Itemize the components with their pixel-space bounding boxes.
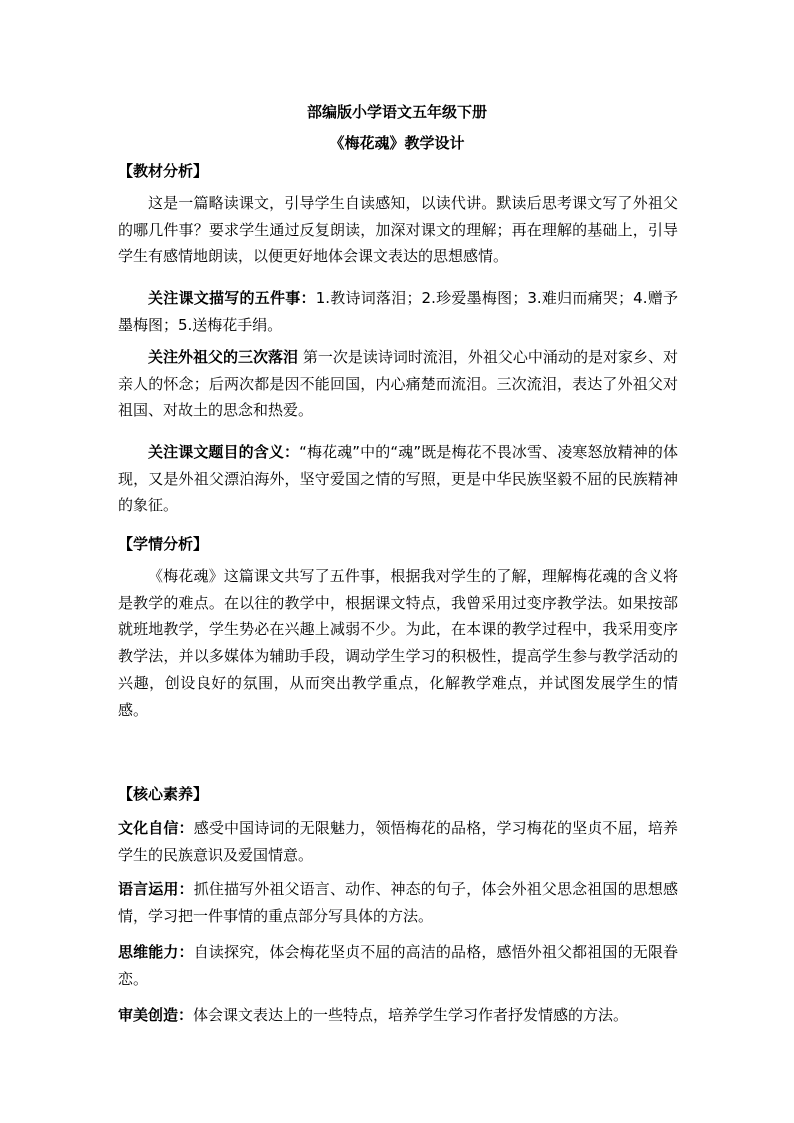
document-title: 部编版小学语文五年级下册	[306, 103, 487, 121]
core-item-label: 语言运用：	[118, 880, 194, 898]
heading-student-analysis: 【学情分析】	[118, 535, 209, 553]
heading-core-literacy: 【核心素养】	[118, 785, 209, 803]
core-item-label: 思维能力：	[118, 943, 194, 961]
core-item-text: 体会课文表达上的一些特点，培养学生学习作者抒发情感的方法。	[193, 1006, 629, 1024]
point-text: “梅花魂”中的“魂”既是梅花不畏冰雪、凌寒怒放精神的体现，又是外祖父漂泊海外，坚守爱国之情的写照，更是中华民族坚毅不屈的民族精神的象征。	[118, 443, 678, 515]
core-item-text: 抓住描写外祖父语言、动作、神态的句子，体会外祖父思念祖国的思想感情，学习把一件事情的重点部分写具体的方法。	[118, 880, 678, 925]
core-item-text: 自读探究，体会梅花坚贞不屈的高洁的品格，感悟外祖父都祖国的无限眷恋。	[118, 943, 678, 988]
point-label: 关注课文描写的五件事：	[148, 289, 316, 307]
core-item-aesthetic-creation	[118, 1002, 678, 1029]
heading-textbook-analysis: 【教材分析】	[118, 162, 209, 180]
textbook-point-five-events	[118, 285, 678, 338]
core-item-text: 感受中国诗词的无限魅力，领悟梅花的品格，学习梅花的坚贞不屈，培养学生的民族意识及爱国情意。	[118, 819, 678, 864]
core-item-label: 审美创造：	[118, 1006, 194, 1024]
textbook-intro-paragraph: 这是一篇略读课文，引导学生自读感知，以读代讲。默读后思考课文写了外祖父的哪几件事？要求学生通过反复朗读，加深对课文的理解；再在理解的基础上，引导学生有感情地朗读，以便更好地体会课文表达的思想感情。	[118, 194, 678, 266]
document-subtitle: 《梅花魂》教学设计	[329, 134, 465, 152]
point-label: 关注课文题目的含义：	[148, 443, 300, 461]
textbook-point-title-meaning	[118, 439, 678, 519]
core-item-thinking-ability	[118, 939, 678, 992]
point-text: 第一次是读诗词时流泪，外祖父心中涌动的是对家乡、对亲人的怀念；后两次都是因不能回国，内心痛楚而流泪。三次流泪，表达了外祖父对祖国、对故土的思念和热爱。	[118, 348, 678, 420]
core-item-cultural-confidence	[118, 815, 678, 868]
point-text: 1.教诗词落泪；2.珍爱墨梅图；3.难归而痛哭；4.赠予墨梅图；5.送梅花手绢。	[118, 289, 678, 334]
point-label: 关注外祖父的三次落泪	[148, 348, 299, 366]
core-item-language-use	[118, 876, 678, 929]
core-item-label: 文化自信：	[118, 819, 194, 837]
student-analysis-paragraph: 《梅花魂》这篇课文共写了五件事，根据我对学生的了解，理解梅花魂的含义将是教学的难点。在以往的教学中，根据课文特点，我曾采用过变序教学法。如果按部就班地教学，学生势必在兴趣上减弱不少。为此，在本课的教学过程中，我采用变序教学法，并以多媒体为辅助手段，调动学生学习的积极性，提高学生参与教学活动的兴趣，创设良好的氛围，从而突出教学重点，化解教学难点，并试图发展学生的情感。	[118, 567, 678, 719]
textbook-point-three-tears	[118, 344, 678, 424]
